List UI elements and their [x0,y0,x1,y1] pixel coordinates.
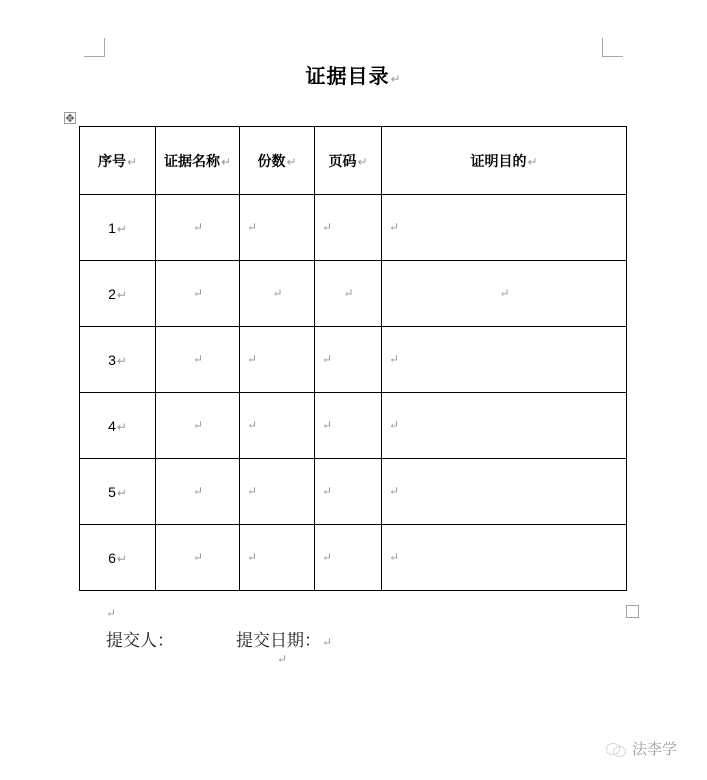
cell-purpose[interactable] [382,261,627,327]
table-resize-handle[interactable] [626,605,639,618]
cell-purpose[interactable] [382,459,627,525]
submit-date-label: 提交日期： [236,631,321,651]
cell-purpose[interactable] [382,525,627,591]
paragraph-mark-icon: ↵ [220,154,232,169]
paragraph-mark-icon: ↵ [389,483,400,498]
paragraph-mark-icon: ↵ [126,154,138,169]
cell-copies[interactable] [240,327,315,393]
cell-name[interactable] [156,525,240,591]
paragraph-mark-icon: ↵ [247,351,258,366]
watermark-text: 法李学 [632,740,678,758]
table-row [80,195,627,261]
paragraph-mark-icon: ↵ [286,154,297,169]
cell-purpose[interactable] [382,195,627,261]
cell-name[interactable] [156,195,240,261]
header-cell-name[interactable]: 证据名称↵ [156,127,240,195]
cell-pages[interactable] [315,195,382,261]
paragraph-mark-icon: ↵ [247,549,258,564]
evidence-table [79,126,627,591]
paragraph-mark-icon: ↵ [357,154,368,169]
paragraph-mark-icon: ↵ [322,219,333,234]
paragraph-mark-icon: ↵ [247,417,258,432]
paragraph-mark-icon: ↵ [277,652,288,666]
paragraph-mark-icon: ↵ [116,485,127,500]
paragraph-mark-icon: ↵ [322,549,333,564]
header-cell-copies[interactable]: 份数↵ [240,127,315,195]
paragraph-mark-icon: ↵ [527,154,538,169]
cell-copies[interactable] [240,393,315,459]
paragraph-mark-icon: ↵ [272,285,283,300]
cell-name[interactable] [156,261,240,327]
paragraph-mark-icon: ↵ [322,417,333,432]
paragraph-mark-icon: ↵ [322,351,333,366]
cell-pages[interactable] [315,459,382,525]
watermark [606,738,677,759]
submission-line[interactable] [106,626,332,651]
paragraph-mark-icon: ↵ [192,417,204,432]
header-cell-pages[interactable]: 页码↵ [315,127,382,195]
cell-copies[interactable] [240,459,315,525]
cell-copies[interactable] [240,261,315,327]
header-cell-index[interactable]: 序号↵ [80,127,156,195]
paragraph-mark-icon: ↵ [192,351,204,366]
cell-name[interactable] [156,393,240,459]
paragraph-mark-icon: ↵ [247,483,258,498]
table-row [80,525,627,591]
paragraph-mark-icon: ↵ [389,219,400,234]
table-row [80,393,627,459]
paragraph-mark-icon: ↵ [389,351,400,366]
paragraph-mark-icon: ↵ [116,353,127,368]
cell-purpose[interactable] [382,393,627,459]
page-corner-mark-top-right [602,38,623,57]
paragraph-mark-icon: ↵ [116,287,127,302]
paragraph-mark-icon: ↵ [389,417,400,432]
cell-index[interactable]: 5↵ [80,459,156,525]
paragraph-mark-icon: ↵ [390,72,402,86]
paragraph-mark-icon: ↵ [116,221,127,236]
paragraph-mark-icon: ↵ [499,285,510,300]
cell-index[interactable]: 2↵ [80,261,156,327]
paragraph-mark-icon: ↵ [192,549,204,564]
cell-index[interactable]: 3↵ [80,327,156,393]
cell-purpose[interactable] [382,327,627,393]
paragraph-mark-icon: ↵ [192,483,204,498]
cell-pages[interactable] [315,525,382,591]
page-corner-mark-top-left [84,38,105,57]
paragraph-mark-icon: ↵ [116,419,127,434]
paragraph-mark-icon: ↵ [106,606,117,620]
cell-index[interactable]: 4↵ [80,393,156,459]
paragraph-mark-icon: ↵ [192,285,204,300]
cell-index[interactable]: 6↵ [80,525,156,591]
cell-pages[interactable] [315,261,382,327]
cell-copies[interactable] [240,525,315,591]
cell-pages[interactable] [315,393,382,459]
header-cell-purpose[interactable]: 证明目的↵ [382,127,627,195]
table-header-row [80,127,627,195]
paragraph-mark-icon: ↵ [192,219,204,234]
chat-bubble-logo-icon [606,741,626,757]
paragraph-mark-icon: ↵ [389,549,400,564]
paragraph-mark-icon: ↵ [247,219,258,234]
table-move-handle-icon[interactable]: ✥ [65,112,75,125]
paragraph-mark-icon: ↵ [322,483,333,498]
title-text: 证据目录 [305,64,390,88]
cell-copies[interactable] [240,195,315,261]
cell-pages[interactable] [315,327,382,393]
cell-name[interactable] [156,327,240,393]
paragraph-mark-icon: ↵ [322,635,333,649]
table-row [80,261,627,327]
document-title [0,60,707,89]
cell-index[interactable]: 1↵ [80,195,156,261]
cell-name[interactable] [156,459,240,525]
table-row [80,327,627,393]
submitter-label: 提交人： [106,631,174,651]
table-row [80,459,627,525]
paragraph-mark-icon: ↵ [116,551,127,566]
paragraph-mark-icon: ↵ [343,285,354,300]
